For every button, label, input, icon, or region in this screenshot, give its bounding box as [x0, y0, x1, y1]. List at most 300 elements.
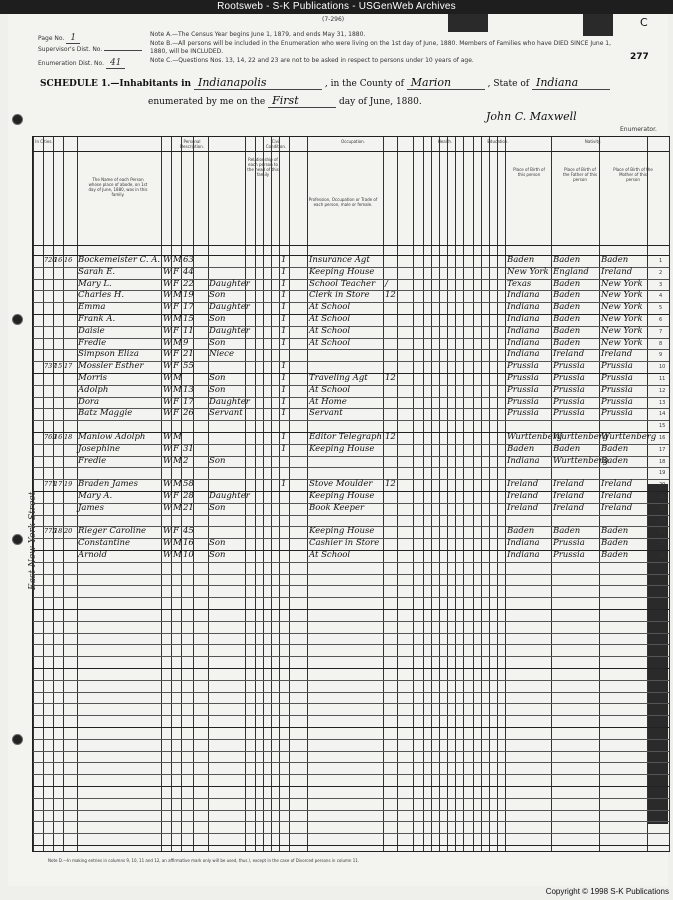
relationship: Servant — [209, 408, 243, 419]
age: 13 — [183, 384, 194, 395]
mother-birthplace: New York — [601, 337, 643, 348]
enumerated-line — [148, 94, 422, 108]
sex: F — [173, 526, 179, 537]
birthplace: Baden — [507, 526, 535, 537]
person-name: Charles H. — [78, 290, 125, 301]
row-number: 6 — [659, 317, 663, 323]
birthplace: Indiana — [507, 349, 540, 360]
row-rule — [33, 786, 669, 787]
occupation: Servant — [309, 408, 343, 419]
color: W — [163, 491, 172, 501]
color: W — [163, 443, 172, 454]
sex: F — [173, 408, 179, 419]
dwelling-number: 17 — [54, 480, 63, 489]
mother-birthplace: Baden — [601, 443, 629, 454]
relationship: Son — [209, 502, 226, 513]
color: W — [163, 290, 172, 301]
color: W — [163, 314, 172, 324]
birthplace: Ireland — [507, 502, 539, 513]
sex: M — [173, 384, 182, 395]
row-rule — [33, 562, 669, 563]
family-number: 19 — [64, 480, 73, 489]
mother-birthplace: Baden — [601, 255, 629, 265]
mother-birthplace: New York — [601, 302, 643, 313]
relationship: Daughter — [209, 396, 250, 407]
mother-birthplace: Ireland — [601, 502, 633, 513]
person-name: Bockemeister C. A. — [78, 255, 161, 265]
row-rule — [33, 633, 669, 634]
row-rule — [33, 739, 669, 740]
family-number: 20 — [64, 527, 73, 536]
sex: F — [173, 325, 179, 336]
married-mark: 1 — [281, 408, 287, 419]
relationship: Daughter — [209, 325, 250, 336]
age: 11 — [183, 325, 194, 336]
mother-birthplace: Ireland — [601, 349, 633, 360]
person-name: Mary A. — [78, 491, 113, 501]
person-name: James — [78, 502, 104, 513]
age: 2 — [183, 455, 189, 466]
age: 26 — [183, 408, 194, 419]
relationship: Son — [209, 384, 226, 395]
mother-birthplace: Baden — [601, 550, 629, 560]
father-birthplace: Baden — [553, 443, 581, 454]
father-birthplace: Wurttenberg — [553, 455, 609, 466]
father-birthplace: Prussia — [553, 408, 585, 419]
row-number: 18 — [659, 458, 666, 465]
sex: F — [173, 491, 179, 501]
birthplace: Indiana — [507, 302, 540, 313]
father-birthplace: Prussia — [553, 396, 585, 407]
top-banner: Rootsweb - S-K Publications - USGenWeb Archives — [0, 0, 673, 14]
page-no-label: Page No. — [38, 35, 65, 42]
row-rule — [33, 515, 669, 516]
page-number — [38, 33, 80, 44]
married-mark: 1 — [281, 302, 287, 313]
dwelling-number: 16 — [54, 256, 63, 264]
mother-birthplace: New York — [601, 278, 643, 289]
row-rule — [33, 668, 669, 669]
person-name: Adolph — [78, 384, 109, 395]
father-birthplace: Prussia — [553, 373, 585, 383]
birthplace: Indiana — [507, 455, 540, 466]
mother-birthplace: Baden — [601, 538, 629, 549]
dwelling-number: 18 — [54, 527, 63, 536]
schedule-line — [40, 76, 610, 90]
married-mark: 1 — [281, 396, 287, 407]
mother-birthplace: New York — [601, 325, 643, 336]
color: W — [163, 479, 172, 490]
color: W — [163, 349, 172, 360]
sex: F — [173, 266, 179, 277]
father-birthplace: Ireland — [553, 502, 585, 513]
row-rule — [33, 585, 669, 586]
occupation: At School — [309, 550, 351, 560]
row-rule — [33, 597, 669, 598]
person-name: Mossler Esther — [78, 361, 144, 372]
occupation: Keeping House — [309, 266, 375, 277]
row-rule — [33, 420, 669, 421]
father-birthplace: Prussia — [553, 384, 585, 395]
occupation: Editor Telegraph — [309, 432, 382, 442]
row-rule — [33, 751, 669, 752]
scan-artifact — [448, 14, 488, 32]
row-number: 13 — [659, 399, 666, 406]
person-name: Arnold — [78, 550, 107, 560]
enumerated-day: First — [268, 94, 336, 108]
birthplace: Prussia — [507, 396, 539, 407]
occupation: Keeping House — [309, 491, 375, 501]
row-rule — [33, 467, 669, 468]
sex: M — [173, 479, 182, 490]
color: W — [163, 550, 172, 560]
married-mark: 1 — [281, 373, 287, 383]
married-mark: 1 — [281, 384, 287, 395]
father-birthplace: Ireland — [553, 491, 585, 501]
color: W — [163, 455, 172, 466]
sex: F — [173, 396, 179, 407]
row-rule — [33, 656, 669, 657]
enumeration-district — [38, 58, 125, 69]
age: 9 — [183, 337, 189, 348]
father-birthplace: Baden — [553, 325, 581, 336]
mother-birthplace: New York — [601, 290, 643, 301]
birthplace: Indiana — [507, 337, 540, 348]
age: 17 — [183, 302, 194, 313]
sex: F — [173, 361, 179, 372]
mother-birthplace: Baden — [601, 455, 629, 466]
married-mark: 1 — [281, 361, 287, 372]
sex: M — [173, 337, 182, 348]
person-name: Batz Maggie — [78, 408, 133, 419]
supervisor-value — [104, 50, 142, 51]
birthplace: Prussia — [507, 373, 539, 383]
person-name: Sarah E. — [78, 266, 116, 277]
age: 58 — [183, 479, 194, 490]
occupation: At Home — [309, 396, 347, 407]
age: 28 — [183, 491, 194, 501]
row-rule — [33, 680, 669, 681]
person-name: Daisie — [78, 325, 105, 336]
person-name: Simpson Eliza — [78, 349, 139, 360]
color: W — [163, 384, 172, 395]
occupation: At School — [309, 337, 351, 348]
house-number: 769 — [44, 433, 57, 441]
color: W — [163, 538, 172, 549]
relationship: Son — [209, 314, 226, 324]
birthplace: Indiana — [507, 290, 540, 301]
married-mark: 1 — [281, 479, 287, 490]
sex: M — [173, 538, 182, 549]
birthplace: Ireland — [507, 479, 539, 490]
row-number: 4 — [659, 293, 663, 300]
person-name: Manlow Adolph — [78, 432, 146, 442]
row-rule — [33, 833, 669, 834]
occupation: Book Keeper — [309, 502, 365, 513]
age: 63 — [183, 255, 194, 265]
row-number: 26 — [659, 553, 666, 559]
note-a: Note A.—The Census Year begins June 1, 1879, and ends May 31, 1880. — [150, 31, 366, 38]
age: 17 — [183, 396, 194, 407]
age: 45 — [183, 526, 194, 537]
row-number: 20 — [659, 482, 666, 489]
row-rule — [33, 821, 669, 822]
color: W — [163, 373, 172, 383]
occupation: At School — [309, 325, 351, 336]
head-relationship: Relationship of each person to the head of this family — [247, 157, 279, 177]
married-mark: 1 — [281, 266, 287, 277]
margin-street-note: East New York Street — [28, 491, 38, 590]
age: 21 — [183, 502, 194, 513]
relationship: Son — [209, 538, 226, 549]
birthplace: Ireland — [507, 491, 539, 501]
house-number: 726 — [44, 256, 57, 264]
row-number: 19 — [659, 470, 666, 477]
father-birthplace: Baden — [553, 337, 581, 348]
group-education: Education. — [487, 139, 509, 144]
row-number: 23 — [659, 517, 666, 524]
birthplace: Baden — [507, 255, 535, 265]
row-rule — [33, 609, 669, 610]
row-number: 14 — [659, 411, 666, 418]
color: W — [163, 502, 172, 513]
sex: M — [173, 432, 182, 442]
age: 44 — [183, 266, 194, 277]
row-number: 16 — [659, 435, 666, 441]
relationship: Son — [209, 290, 226, 301]
occupation: At School — [309, 384, 351, 395]
enumerated-day-suffix: day of June, 1880. — [339, 97, 422, 107]
row-rule — [33, 703, 669, 704]
relationship: Niece — [209, 349, 234, 360]
occupation: At School — [309, 302, 351, 313]
corner-letter: C — [640, 16, 648, 29]
father-birthplace: Wurttenberg — [553, 432, 609, 442]
relationship: Son — [209, 455, 226, 466]
age: 10 — [183, 550, 194, 560]
relationship: Daughter — [209, 302, 250, 313]
months-unemployed: 12 — [385, 479, 396, 490]
form-code: (7-296) — [322, 16, 345, 23]
sex: M — [173, 255, 182, 265]
married-mark: 1 — [281, 290, 287, 301]
mother-birthplace: Prussia — [601, 384, 633, 395]
father-birthplace: England — [553, 266, 589, 277]
sex: M — [173, 502, 182, 513]
footer-notes: Note D.—In making entries in columns 9, 10, 11 and 12, an affirmative mark only will be used, thus /, except in the case of Divorced persons in column 11. — [48, 858, 360, 863]
age: 55 — [183, 361, 194, 372]
color: W — [163, 325, 172, 336]
age: 22 — [183, 278, 194, 289]
occupation: Cashier in Store — [309, 538, 380, 549]
occupation: Keeping House — [309, 526, 375, 537]
head-mother-birth: Place of Birth of the Mother of this person — [613, 167, 653, 182]
row-rule — [33, 715, 669, 716]
birthplace: Indiana — [507, 550, 540, 560]
note-c: Note C.—Questions Nos. 13, 14, 22 and 23 are not to be asked in respect to persons under 10 years of age. — [150, 57, 474, 64]
row-rule — [33, 774, 669, 775]
married-mark: 1 — [281, 314, 287, 324]
married-mark: 1 — [281, 337, 287, 348]
stamped-number: 277 — [630, 52, 649, 62]
row-number: 15 — [659, 423, 666, 430]
occupation: Insurance Agt — [309, 255, 370, 265]
note-b: Note B.—All persons will be included in the Enumeration who were living on the 1st day of June, 1880. Members of Families who have DIED SINCE June 1, 1880, will be INCLUDED. — [150, 40, 612, 55]
supervisor-label: Supervisor's Dist. No. — [38, 46, 103, 53]
enumeration-label: Enumeration Dist. No. — [38, 60, 105, 67]
person-name: Morris — [78, 373, 108, 383]
group-health: Health. — [437, 139, 453, 144]
row-rule — [33, 692, 669, 693]
occupation: At School — [309, 314, 351, 324]
sex: M — [173, 550, 182, 560]
state-value: Indiana — [532, 76, 610, 90]
county-value: Marion — [407, 76, 485, 90]
house-number: 775 — [44, 527, 57, 536]
birthplace: Texas — [507, 278, 532, 289]
color: W — [163, 396, 172, 407]
enumerator-signature: John C. Maxwell — [486, 110, 577, 123]
row-number: 7 — [659, 328, 663, 335]
row-number: 5 — [659, 305, 663, 312]
row-rule — [33, 727, 669, 728]
family-number: 16 — [64, 256, 73, 264]
row-number: 8 — [659, 340, 663, 347]
row-rule — [33, 810, 669, 811]
person-name: Rieger Caroline — [78, 526, 147, 537]
mother-birthplace: Ireland — [601, 479, 633, 490]
person-name: Constantine — [78, 538, 131, 549]
father-birthplace: Ireland — [553, 349, 585, 360]
sex: F — [173, 349, 179, 360]
color: W — [163, 278, 172, 289]
occupation: Clerk in Store — [309, 290, 370, 301]
group-occupation: Occupation. — [340, 139, 365, 144]
head-occupation: Profession, Occupation or Trade of each person, male or female. — [308, 197, 378, 207]
person-name: Josephine — [78, 443, 121, 454]
row-rule — [33, 644, 669, 645]
dwelling-number: 15 — [54, 362, 63, 371]
father-birthplace: Baden — [553, 290, 581, 301]
married-mark: 1 — [281, 443, 287, 454]
person-name: Emma — [78, 302, 106, 313]
head-father-birth: Place of Birth of the Father of this person — [562, 167, 598, 182]
mother-birthplace: Prussia — [601, 396, 633, 407]
row-rule — [33, 574, 669, 575]
group-nativity: Nativity. — [584, 139, 602, 144]
father-birthplace: Prussia — [553, 361, 585, 372]
married-mark: 1 — [281, 325, 287, 336]
copyright: Copyright © 1998 S-K Publications — [545, 887, 669, 896]
schedule-prefix: SCHEDULE 1.—Inhabitants in — [40, 79, 192, 89]
sex: F — [173, 302, 179, 313]
census-table — [32, 136, 670, 852]
occupation: School Teacher — [309, 278, 376, 289]
mother-birthplace: New York — [601, 314, 643, 324]
mother-birthplace: Ireland — [601, 491, 633, 501]
married-mark: 1 — [281, 278, 287, 289]
house-number: 737 — [44, 362, 57, 371]
age: 16 — [183, 538, 194, 549]
person-name: Braden James — [78, 479, 138, 490]
sex: M — [173, 314, 182, 324]
mother-birthplace: Wurttenberg — [601, 432, 657, 442]
row-number: 9 — [659, 352, 663, 359]
row-number: 3 — [659, 281, 663, 288]
occupation: Traveling Agt — [309, 373, 368, 383]
relationship: Daughter — [209, 491, 250, 501]
months-unemployed: 12 — [385, 373, 396, 383]
months-unemployed: 12 — [385, 432, 396, 442]
header-rule — [33, 245, 669, 246]
color: W — [163, 432, 172, 442]
color: W — [163, 302, 172, 313]
enumerated-label: enumerated by me on the — [148, 97, 266, 107]
dwelling-number: 16 — [54, 433, 63, 441]
father-birthplace: Baden — [553, 302, 581, 313]
person-name: Frank A. — [78, 314, 116, 324]
column-rule — [669, 137, 670, 851]
age: 21 — [183, 349, 194, 360]
row-number: 22 — [659, 505, 666, 512]
row-number: 17 — [659, 446, 666, 453]
family-number: 18 — [64, 433, 73, 441]
state-label: , State of — [487, 79, 530, 89]
months-unemployed: 12 — [385, 290, 396, 301]
row-number: 12 — [659, 387, 666, 394]
person-name: Fredie — [78, 337, 107, 348]
birthplace: Indiana — [507, 325, 540, 336]
county-label: , in the County of — [324, 79, 404, 89]
color: W — [163, 337, 172, 348]
birthplace: Indiana — [507, 538, 540, 549]
family-number: 17 — [64, 362, 73, 371]
birthplace: Wurttenberg — [507, 432, 563, 442]
father-birthplace: Prussia — [553, 538, 585, 549]
row-rule — [33, 621, 669, 622]
sex: F — [173, 278, 179, 289]
row-number: 2 — [659, 269, 663, 276]
group-in-cities: In Cities. — [35, 139, 53, 144]
row-number: 21 — [659, 494, 666, 500]
mother-birthplace: Ireland — [601, 266, 633, 277]
father-birthplace: Baden — [553, 314, 581, 324]
relationship: Son — [209, 373, 226, 383]
father-birthplace: Ireland — [553, 479, 585, 490]
row-rule — [33, 845, 669, 846]
occupation: Keeping House — [309, 443, 375, 454]
person-name: Mary L. — [78, 278, 112, 289]
page-no-value: 1 — [66, 33, 80, 44]
enumerator-label: Enumerator. — [620, 126, 657, 133]
birthplace: Baden — [507, 443, 535, 454]
months-unemployed: / — [385, 278, 388, 289]
father-birthplace: Baden — [553, 278, 581, 289]
birthplace: Prussia — [507, 408, 539, 419]
head-birthplace: Place of Birth of this person — [513, 167, 545, 177]
color: W — [163, 526, 172, 537]
row-number: 1 — [659, 258, 663, 264]
sex: M — [173, 455, 182, 466]
relationship: Daughter — [209, 278, 250, 289]
row-number: 11 — [659, 376, 666, 382]
color: W — [163, 361, 172, 372]
married-mark: 1 — [281, 432, 287, 442]
relationship: Son — [209, 550, 226, 560]
sex: F — [173, 443, 179, 454]
birthplace: Prussia — [507, 361, 539, 372]
color: W — [163, 408, 172, 419]
